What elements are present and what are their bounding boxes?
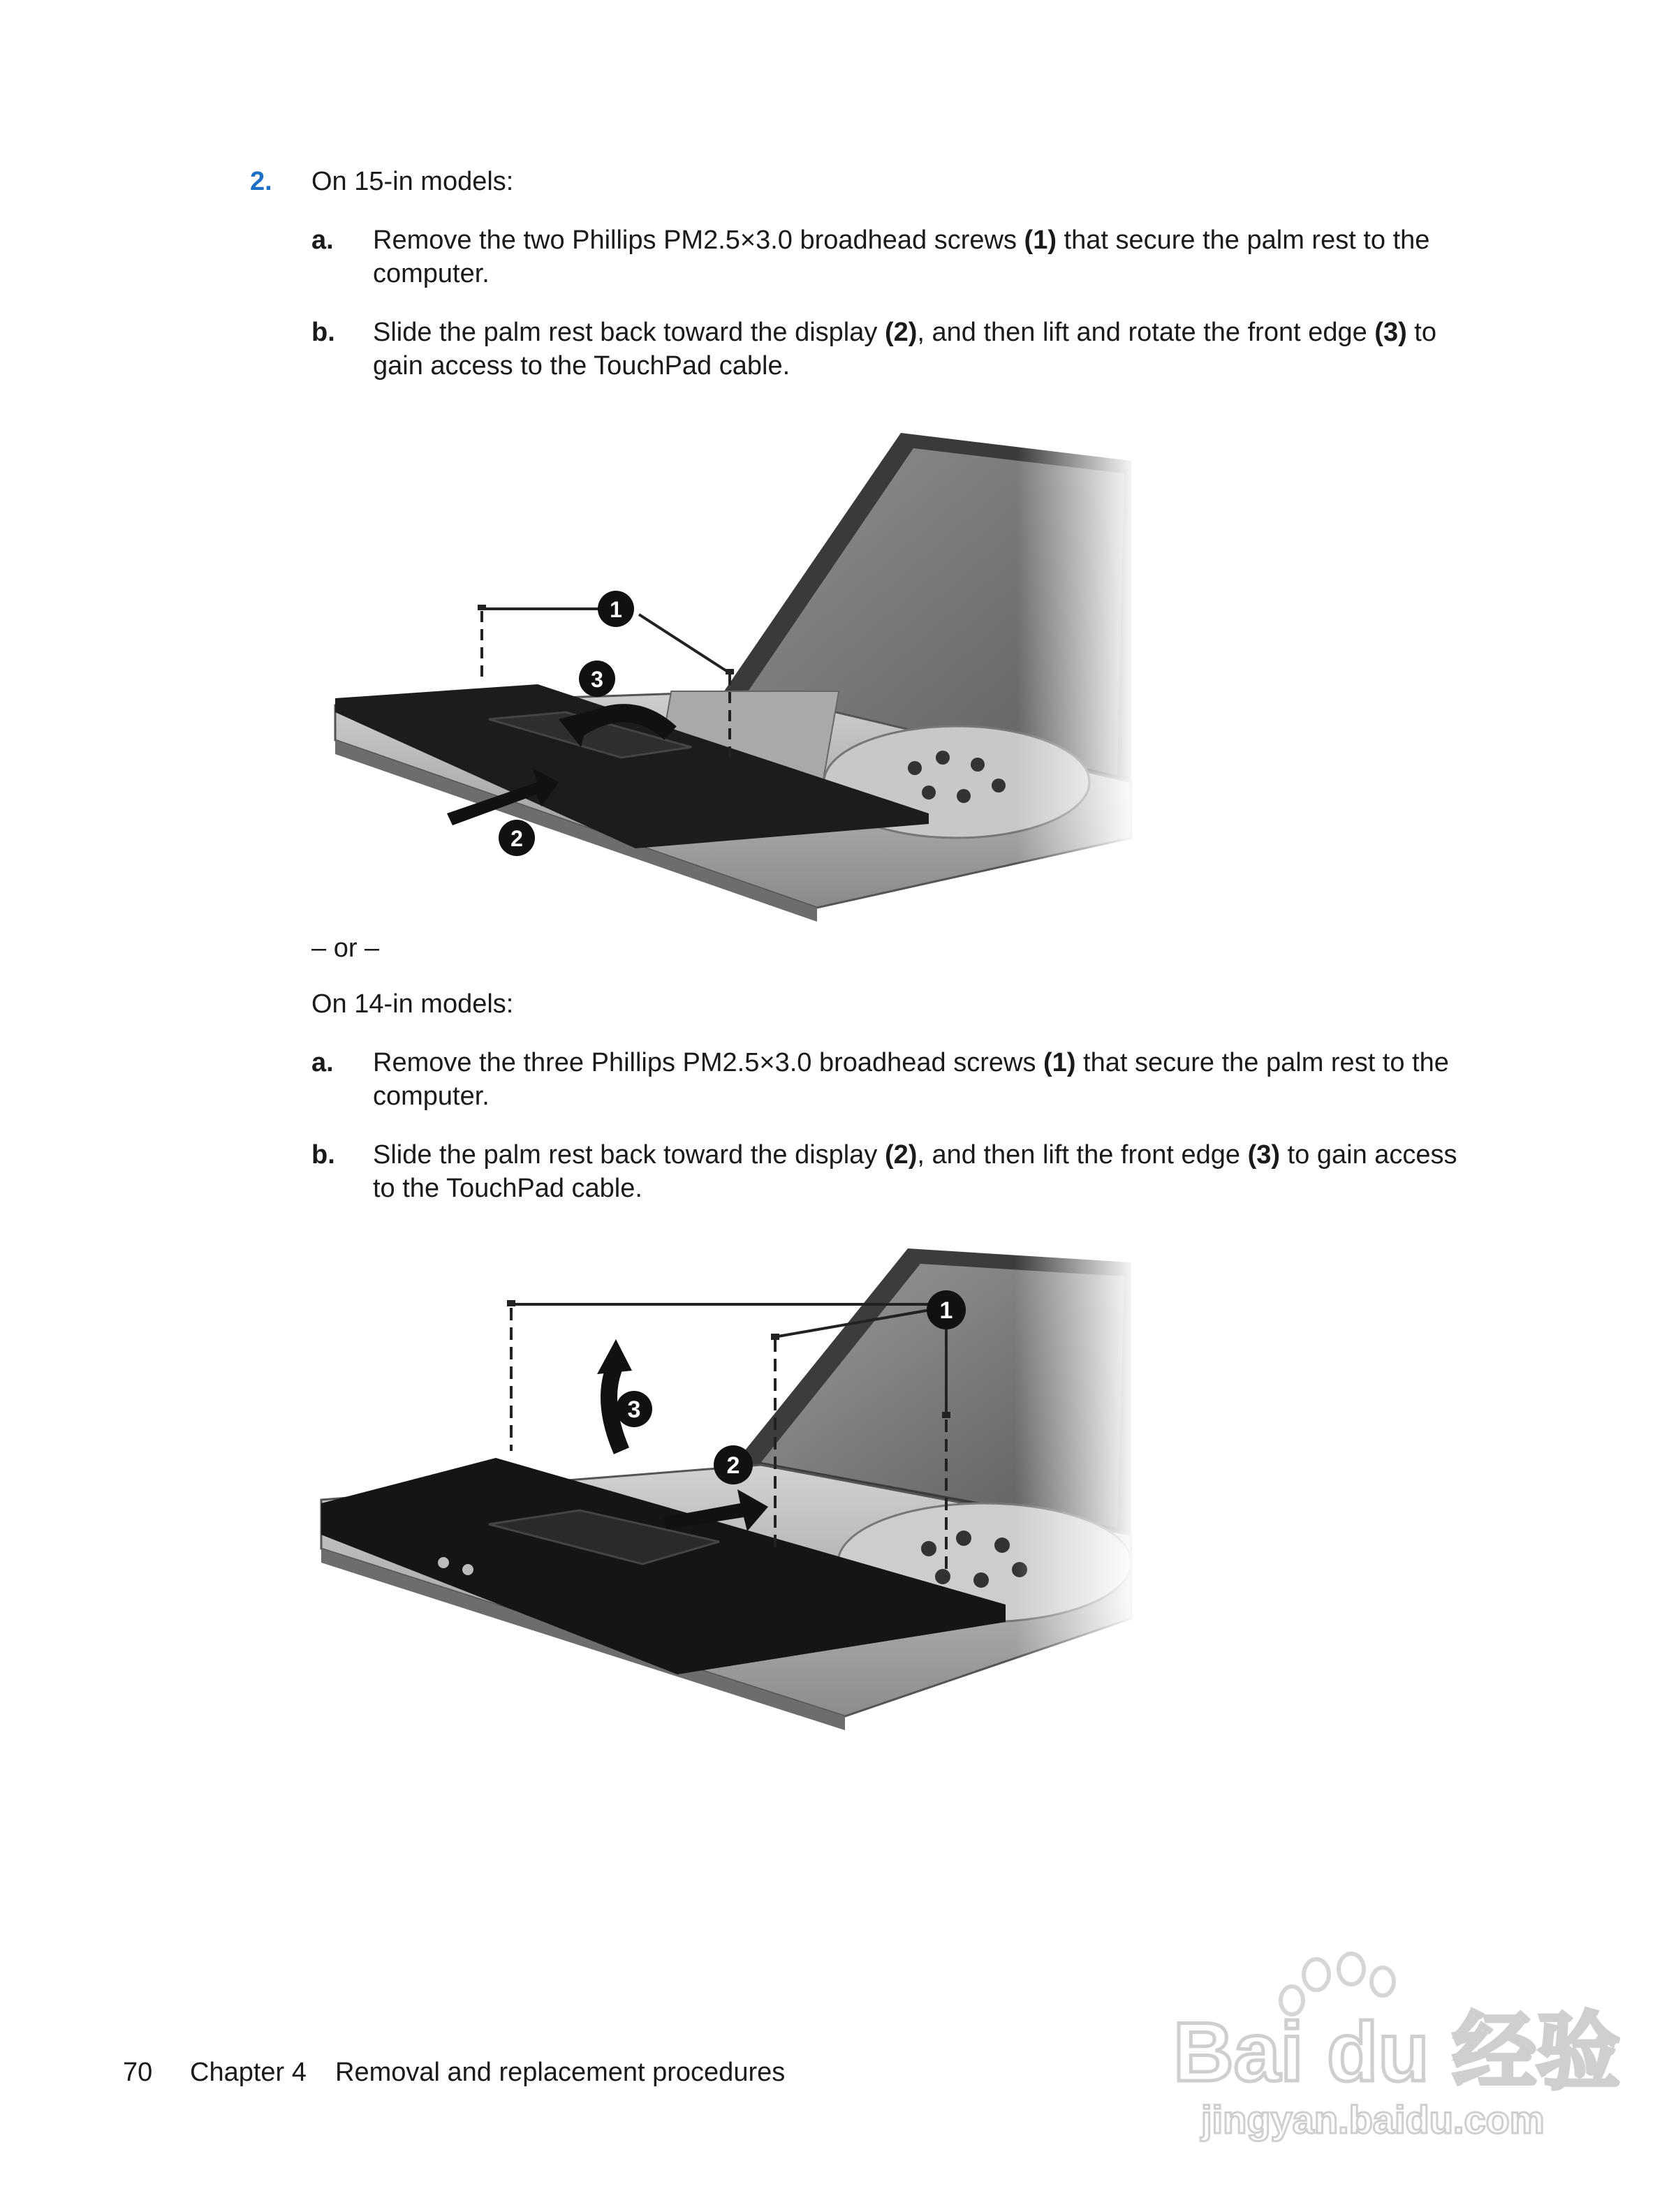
substep-b-marker: b. bbox=[311, 318, 335, 347]
watermark-brand: Bai du 经验 bbox=[1173, 2005, 1621, 2099]
step-heading: On 15-in models: bbox=[311, 167, 514, 196]
alt-substep-b-text: Slide the palm rest back toward the display (2), and then lift the front edge (3) to gain access to the TouchPad cable. bbox=[373, 1140, 1457, 1203]
footer-title: Removal and replacement procedures bbox=[335, 2058, 786, 2087]
baidu-watermark-logo bbox=[1159, 1941, 1621, 2151]
figure-14in-palmrest bbox=[314, 1241, 1138, 1730]
substep-a-text: Remove the two Phillips PM2.5×3.0 broadhead screws (1) that secure the palm rest to the computer. bbox=[373, 226, 1430, 288]
footer-chapter: Chapter 4 bbox=[190, 2058, 307, 2087]
watermark-url: jingyan.baidu.com bbox=[1201, 2097, 1545, 2141]
figure-15in-palmrest bbox=[328, 419, 1138, 922]
footer-page-number: 70 bbox=[123, 2058, 153, 2087]
step-number: 2. bbox=[250, 167, 272, 196]
alt-substep-a-text: Remove the three Phillips PM2.5×3.0 broadhead screws (1) that secure the palm rest to the computer. bbox=[373, 1048, 1449, 1111]
alt-substep-a-marker: a. bbox=[311, 1048, 334, 1077]
or-separator: – or – bbox=[311, 934, 380, 963]
substep-b-text: Slide the palm rest back toward the display (2), and then lift and rotate the front edge (3) to gain access to the TouchPad cable. bbox=[373, 318, 1436, 381]
alt-substep-b-marker: b. bbox=[311, 1140, 335, 1170]
alt-heading: On 14-in models: bbox=[311, 989, 514, 1019]
substep-a-marker: a. bbox=[311, 226, 334, 255]
